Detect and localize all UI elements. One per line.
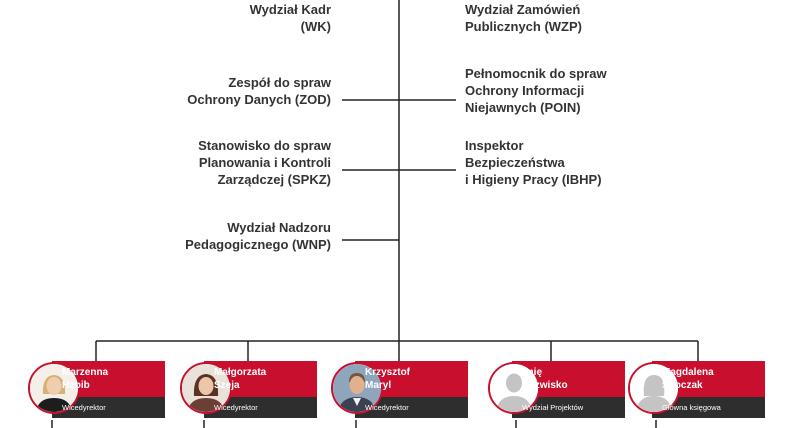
person-role: Główna księgowa	[662, 403, 721, 412]
person-name: Krzysztof Maryl	[365, 367, 411, 391]
person-role: Wicedyrektor	[214, 403, 258, 412]
person-card-szeja[interactable]	[180, 361, 317, 418]
person-card-sobczak[interactable]	[628, 361, 765, 418]
unit-spkz: Stanowisko do spraw Planowania i Kontroli Zarządczej (SPKZ)	[198, 138, 331, 187]
person-card-imie-nazwisko[interactable]	[488, 361, 625, 418]
person-role: Wicedyrektor	[365, 403, 409, 412]
unit-wk: Wydział Kadr (WK)	[249, 2, 331, 34]
person-name: Magdalena Sobczak	[662, 367, 714, 391]
unit-zod: Zespół do spraw Ochrony Danych (ZOD)	[187, 75, 331, 107]
person-name: Małgorzata Szeja	[214, 367, 267, 391]
person-name: Imię Nazwisko	[522, 367, 568, 391]
unit-poin: Pełnomocnik do spraw Ochrony Informacji Niejawnych (POIN)	[465, 66, 607, 115]
person-card-maryl[interactable]	[331, 361, 468, 418]
person-name: Marzenna Habib	[62, 367, 109, 391]
unit-wzp: Wydział Zamówień Publicznych (WZP)	[465, 2, 582, 34]
unit-ibhp: Inspektor Bezpieczeństwa i Higieny Pracy (IBHP)	[465, 138, 602, 187]
person-role: Wydział Projektów	[522, 403, 584, 412]
person-card-habib[interactable]	[28, 361, 165, 418]
person-role: Wicedyrektor	[62, 403, 106, 412]
unit-wnp: Wydział Nadzoru Pedagogicznego (WNP)	[185, 220, 331, 252]
